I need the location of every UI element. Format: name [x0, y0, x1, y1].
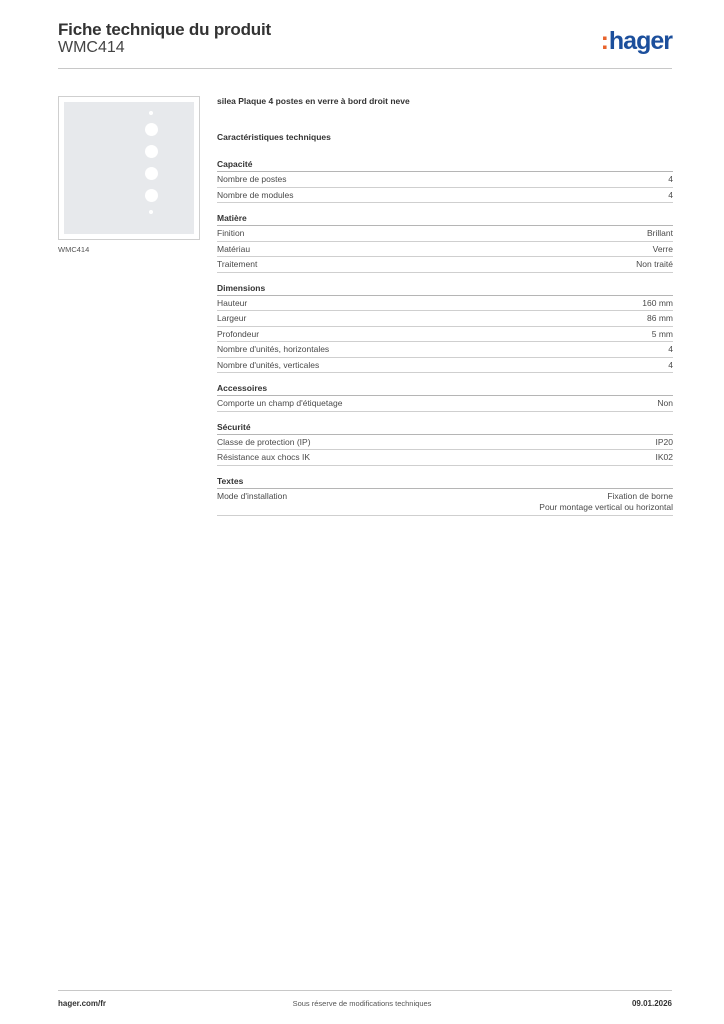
post-hole-icon [145, 123, 158, 136]
spec-value-line: 4 [668, 189, 673, 200]
spec-label: Matériau [217, 243, 251, 254]
spec-label: Résistance aux chocs IK [217, 452, 311, 462]
spec-row [217, 450, 673, 466]
spec-value [668, 174, 673, 186]
spec-row [217, 342, 673, 358]
spec-value-line: IP20 [655, 436, 673, 447]
spec-value-line: Verre [652, 243, 673, 254]
post-hole-icon [145, 167, 158, 180]
spec-value [647, 313, 673, 325]
spec-value-line: 5 mm [651, 328, 673, 339]
spec-value-line: Brillant [647, 228, 673, 238]
footer-divider [58, 990, 672, 991]
spec-section [217, 283, 673, 374]
spec-value [656, 437, 674, 449]
hager-logo [601, 27, 672, 55]
spec-row [217, 489, 673, 516]
spec-value [668, 360, 673, 372]
spec-content [217, 96, 673, 526]
spec-value-line: Fixation de borne [607, 490, 673, 501]
spec-row [217, 188, 673, 204]
spec-value [653, 244, 673, 256]
spec-label: Traitement [217, 259, 258, 269]
screw-hole-icon [149, 111, 153, 115]
spec-value-line: 86 mm [647, 313, 673, 323]
spec-row [217, 396, 673, 412]
page-title: Fiche technique du produit [58, 20, 271, 39]
spec-label: Comporte un champ d'étiquetage [217, 398, 343, 408]
product-name: silea Plaque 4 postes en verre à bord droit neve [217, 96, 410, 106]
spec-section [217, 159, 673, 203]
spec-value [636, 259, 673, 271]
section-title: Dimensions [217, 283, 673, 296]
spec-value-line: Pour montage vertical ou horizontal [539, 502, 673, 512]
spec-value [656, 452, 674, 464]
spec-value-line: 4 [668, 174, 673, 184]
spec-row [217, 172, 673, 188]
spec-value [668, 190, 673, 202]
tech-heading: Caractéristiques techniques [217, 132, 331, 142]
post-hole-icon [145, 189, 158, 202]
spec-value-line: 4 [668, 344, 673, 354]
screw-hole-icon [149, 210, 153, 214]
logo-text: hager [608, 27, 672, 55]
post-hole-icon [145, 145, 158, 158]
logo-colon-icon: : [600, 27, 608, 55]
spec-label: Nombre d'unités, horizontales [217, 344, 330, 354]
spec-label: Nombre de postes [217, 174, 287, 184]
spec-value-line: Non [657, 398, 673, 408]
spec-section [217, 476, 673, 516]
spec-row [217, 242, 673, 258]
spec-row [217, 257, 673, 273]
spec-sections [217, 159, 673, 516]
product-code: WMC414 [58, 39, 125, 56]
spec-value-line: IK02 [655, 452, 673, 462]
spec-value-line: Non traité [636, 259, 673, 269]
spec-label: Largeur [217, 313, 247, 323]
spec-value [668, 344, 673, 356]
section-title: Textes [217, 476, 673, 489]
product-image [58, 96, 200, 240]
spec-value [657, 398, 673, 410]
spec-value-line: 4 [668, 359, 673, 370]
spec-row [217, 435, 673, 451]
spec-row [217, 327, 673, 343]
footer-date: 09.01.2026 [631, 999, 672, 1008]
image-caption: WMC414 [58, 245, 90, 254]
footer-notice: Sous réserve de modifications techniques [292, 999, 432, 1008]
spec-section [217, 383, 673, 412]
spec-label: Profondeur [217, 328, 260, 339]
glass-plate-icon [64, 102, 194, 234]
spec-label: Finition [217, 228, 245, 238]
footer-website-link[interactable]: hager.com/fr [58, 999, 107, 1008]
spec-label: Hauteur [217, 297, 248, 308]
spec-section [217, 422, 673, 466]
spec-value-line: 160 mm [642, 297, 673, 308]
spec-section [217, 213, 673, 273]
spec-label: Mode d'installation [217, 490, 288, 501]
section-title: Matière [217, 213, 673, 226]
spec-value [652, 329, 673, 341]
spec-value [642, 298, 673, 310]
spec-value [647, 228, 673, 240]
spec-row [217, 296, 673, 312]
spec-label: Nombre d'unités, verticales [217, 359, 320, 370]
spec-row [217, 358, 673, 374]
spec-value [539, 491, 673, 514]
spec-row [217, 311, 673, 327]
spec-row [217, 226, 673, 242]
spec-label: Nombre de modules [217, 189, 294, 200]
section-title: Capacité [217, 159, 673, 172]
section-title: Accessoires [217, 383, 673, 396]
header-divider [58, 68, 672, 69]
section-title: Sécurité [217, 422, 673, 435]
spec-label: Classe de protection (IP) [217, 436, 311, 447]
